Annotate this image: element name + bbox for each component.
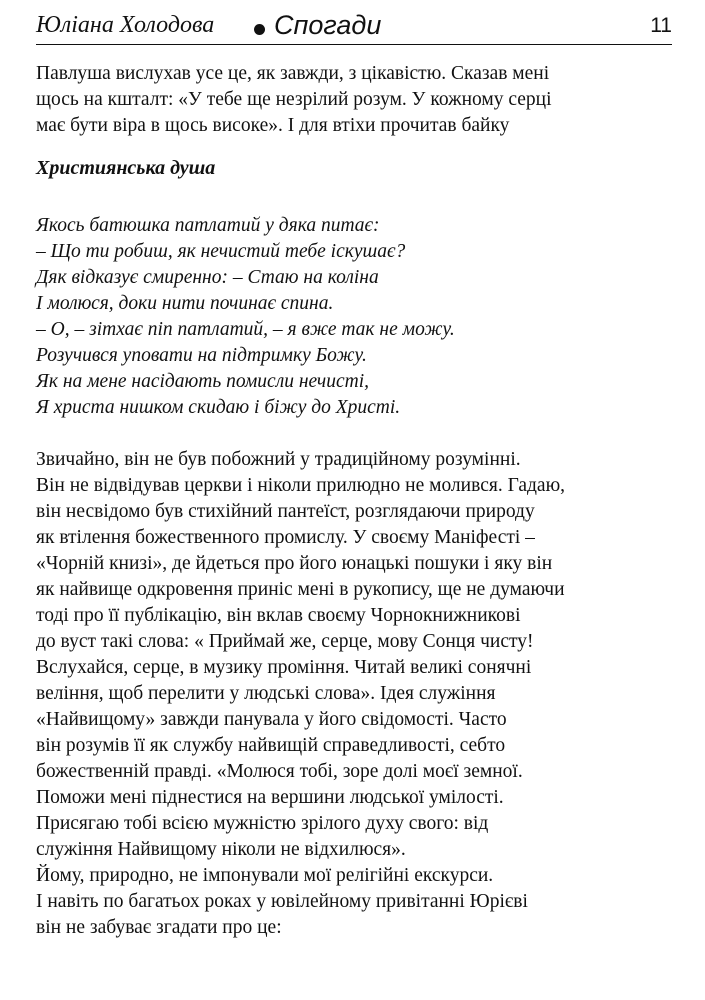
text-line: Павлуша вислухав усе це, як завжди, з цікавістю. Сказав мені <box>36 63 550 84</box>
text-line: «Найвищому» завжди панувала у його свідомості. Часто <box>36 709 507 730</box>
text-line: щось на кшталт: «У тебе ще незрілий розум. У кожному серці <box>36 89 552 110</box>
text-line: божественній правді. «Молюся тобі, зоре долі моєї земної. <box>36 761 523 782</box>
text-line: він несвідомо був стихійний пантеїст, розглядаючи природу <box>36 501 535 522</box>
text-line: Поможи мені піднестися на вершини людської умілості. <box>36 787 504 808</box>
text-line: як найвище одкровення приніс мені в рукопису, ще не думаючи <box>36 579 565 600</box>
text-line: тоді про її публікацію, він вклав своєму Чорнокнижникові <box>36 605 521 626</box>
page-number: 11 <box>650 14 672 37</box>
poem-line: І молюся, доки нити починає спина. <box>36 293 334 314</box>
poem-line: Розучився уповати на підтримку Божу. <box>36 345 367 366</box>
text-line: І навіть по багатьох роках у ювілейному привітанні Юрієві <box>36 891 528 912</box>
text-line: «Чорній книзі», де йдеться про його юнацькі пошуки і яку він <box>36 553 553 574</box>
bullet-dot-icon <box>254 24 265 35</box>
text-line: Вслухайся, серце, в музику проміння. Читай великі сонячні <box>36 657 532 678</box>
text-line: має бути віра в щось високе». І для втіхи прочитав байку <box>36 115 510 136</box>
text-line: він розумів її як службу найвищій справедливості, себто <box>36 735 506 756</box>
poem-line: – О, – зітхає піп патлатий, – я вже так не можу. <box>36 319 455 340</box>
text-line: служіння Найвищому ніколи не відхилюся». <box>36 839 406 860</box>
prose-paragraph <box>36 447 676 941</box>
text-line: до вуст такі слова: « Приймай же, серце, мову Сонця чисту! <box>36 631 534 652</box>
poem-stanza <box>36 213 676 421</box>
poem-line: – Що ти робиш, як нечистий тебе іскушає? <box>36 241 406 262</box>
text-line: Він не відвідував церкви і ніколи прилюдно не молився. Гадаю, <box>36 475 566 496</box>
text-line: Присягаю тобі всією мужністю зрілого духу свого: від <box>36 813 489 834</box>
text-line: він не забуває згадати про це: <box>36 917 282 938</box>
poem-line: Як на мене насідають помисли нечисті, <box>36 371 369 392</box>
header-author: Юліана Холодова <box>36 12 215 38</box>
running-header <box>36 10 672 45</box>
poem-line: Якось батюшка патлатий у дяка питає: <box>36 215 380 236</box>
text-line: Йому, природно, не імпонували мої релігійні екскурси. <box>36 865 494 886</box>
poem-line: Дяк відказує смиренно: – Стаю на коліна <box>36 267 379 288</box>
intro-paragraph <box>36 61 676 139</box>
text-line: як втілення божественного промислу. У своєму Маніфесті – <box>36 527 535 548</box>
poem-title: Християнська душа <box>36 157 216 179</box>
poem-line: Я христа нишком скидаю і біжу до Христі. <box>36 397 401 418</box>
text-line: веління, щоб перелити у людські слова». Ідея служіння <box>36 683 496 704</box>
header-book-title: Спогади <box>274 10 382 40</box>
text-line: Звичайно, він не був побожний у традиційному розумінні. <box>36 449 521 470</box>
